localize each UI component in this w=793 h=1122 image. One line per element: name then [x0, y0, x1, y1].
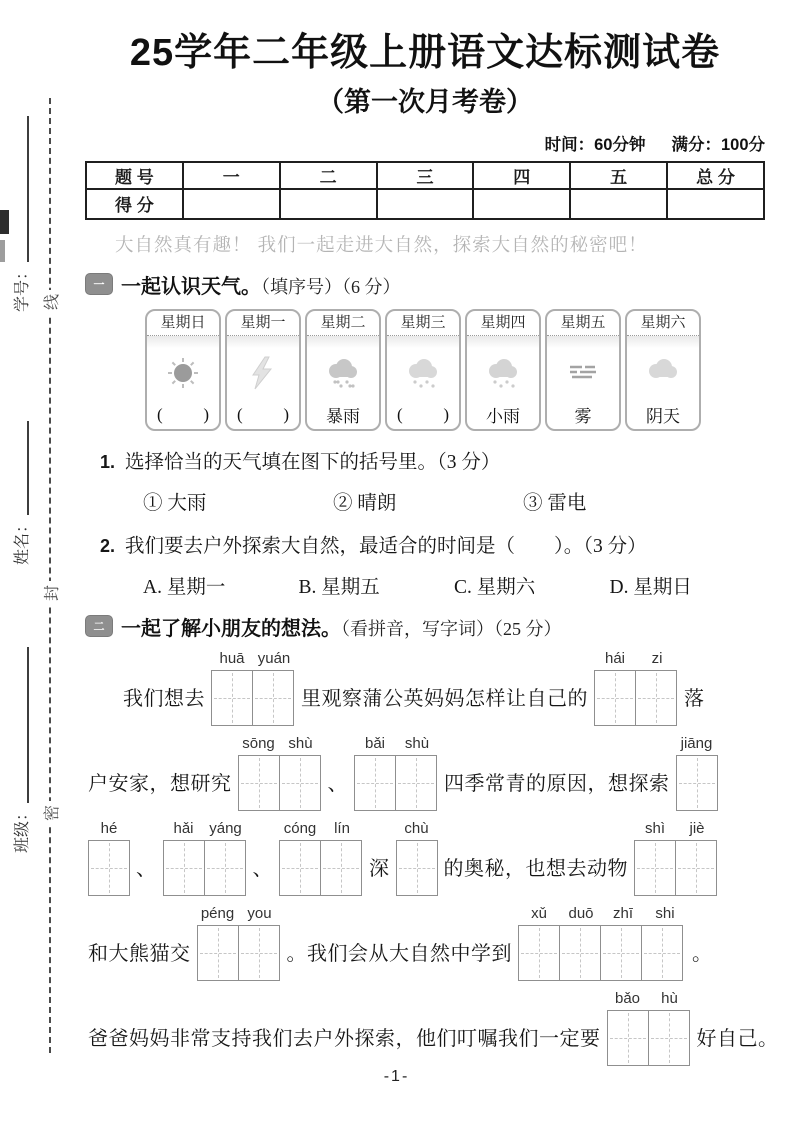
writing-cell: [594, 670, 636, 726]
section1-marker-icon: 一: [85, 273, 113, 295]
weather-card-header-fade: [307, 336, 379, 348]
section2-note: （看拼音，写字词）（25 分）: [341, 618, 562, 639]
pinyin-syllable: jiè: [689, 819, 705, 837]
weather-card: [465, 309, 541, 431]
pinyin-syllable: huā: [219, 649, 245, 667]
writing-cells-row: [676, 755, 718, 811]
seal-dashed-line: [49, 98, 51, 1053]
pinyin-writing-lines: [85, 649, 779, 1066]
sentence-text: 、: [136, 857, 157, 880]
weather-card-header-fade: [547, 336, 619, 348]
writing-cell: [320, 840, 362, 896]
weather-card-header-fade: [387, 336, 459, 348]
pinyin-box-group: [211, 650, 295, 726]
pinyin-syllable: hǎi: [173, 819, 194, 837]
section1-note: （填序号）（6 分）: [261, 276, 401, 297]
sentence-text: 爸爸妈妈非常支持我们去户外探索，他们叮嘱我们一定要: [88, 1027, 601, 1050]
weather-card-day: 星期一: [227, 311, 299, 336]
question-1-text: 选择恰当的天气填在图下的括号里。（3 分）: [125, 451, 501, 473]
weather-card-day: 星期五: [547, 311, 619, 336]
weather-label: 小雨: [486, 407, 520, 426]
score-row-label: 得 分: [86, 189, 183, 219]
score-table-header-cell: 题 号: [86, 162, 183, 189]
question-2-option: A. 星期一: [143, 576, 226, 598]
student-name-blank-line: [27, 421, 29, 515]
writing-cells-row: [607, 1010, 691, 1066]
writing-cells-row: [634, 840, 718, 896]
heavy-rain-icon: [307, 348, 379, 401]
page-subtitle: （第一次月考卷）: [317, 86, 533, 117]
answer-paren: ): [203, 404, 209, 424]
writing-cell: [279, 755, 321, 811]
answer-paren: (: [237, 404, 243, 424]
pinyin-syllable: hé: [100, 819, 118, 837]
answer-paren: ): [443, 404, 449, 424]
exam-info-line: [85, 131, 765, 155]
writing-cells-row: [354, 755, 438, 811]
pinyin-syllable: shi: [655, 904, 675, 922]
writing-cells-row: [211, 670, 295, 726]
writing-cell: [197, 925, 239, 981]
seal-char-xian: 线: [39, 290, 61, 314]
light-rain-icon: [467, 348, 539, 401]
pinyin-row: [634, 820, 718, 840]
scan-artifact-dark: [0, 210, 9, 234]
question-1-option: ① 大雨: [143, 492, 207, 514]
writing-cells-row: [396, 840, 438, 896]
pinyin-syllable: you: [247, 904, 272, 922]
writing-cell: [600, 925, 642, 981]
pinyin-box-group: [163, 820, 247, 896]
pinyin-line: [85, 735, 765, 811]
pinyin-row: [607, 990, 691, 1010]
pinyin-line: [85, 820, 765, 896]
main-content: [85, 0, 779, 1066]
pinyin-syllable: hái: [604, 649, 626, 667]
pinyin-box-group: [594, 650, 678, 726]
pinyin-row: [676, 735, 718, 755]
pinyin-syllable: yuán: [257, 649, 291, 667]
pinyin-syllable: sōng: [242, 734, 275, 752]
score-cell: [377, 189, 474, 219]
pinyin-syllable: chù: [404, 819, 429, 837]
seal-char-feng: 封: [39, 581, 61, 605]
question-1-option: ③ 雷电: [523, 492, 587, 514]
weather-card-day: 星期二: [307, 311, 379, 336]
student-id-field: [10, 116, 32, 312]
question-2-option: C. 星期六: [454, 576, 536, 598]
writing-cell: [211, 670, 253, 726]
weather-card-day: 星期六: [627, 311, 699, 336]
writing-cell: [396, 840, 438, 896]
weather-card-header-fade: [467, 336, 539, 348]
student-name-label: 姓名：: [14, 516, 31, 565]
class-field: [10, 647, 32, 853]
weather-card-header-fade: [147, 336, 219, 348]
answer-paren: (: [397, 404, 403, 424]
writing-cell: [204, 840, 246, 896]
weather-card: [145, 309, 221, 431]
writing-cells-row: [238, 755, 322, 811]
pinyin-row: [518, 905, 686, 925]
pinyin-row: [354, 735, 438, 755]
writing-cell: [252, 670, 294, 726]
student-name-field: [10, 421, 32, 565]
score-table-header-cell: 二: [280, 162, 377, 189]
pinyin-row: [238, 735, 322, 755]
pinyin-syllable: zhī: [612, 904, 633, 922]
pinyin-syllable: shù: [288, 734, 313, 752]
weather-label: 阴天: [646, 407, 680, 426]
answer-paren: (: [157, 404, 163, 424]
writing-cell: [648, 1010, 690, 1066]
writing-cell: [518, 925, 560, 981]
writing-cell: [676, 755, 718, 811]
pinyin-box-group: [279, 820, 363, 896]
weather-card: [305, 309, 381, 431]
pinyin-row: [279, 820, 363, 840]
question-1-option: ② 晴朗: [333, 492, 397, 514]
score-table: [85, 161, 765, 220]
weather-card-header-fade: [627, 336, 699, 348]
pinyin-box-group: [518, 905, 686, 981]
pinyin-box-group: [88, 820, 130, 896]
pinyin-syllable: duō: [568, 904, 594, 922]
sentence-text: 、: [327, 772, 348, 795]
sentence-text: 好自己。: [696, 1027, 779, 1050]
score-table-header-cell: 总 分: [667, 162, 764, 189]
question-2-option: D. 星期日: [609, 576, 692, 598]
rain-icon: [387, 348, 459, 401]
pinyin-row: [88, 820, 130, 840]
writing-cell: [279, 840, 321, 896]
pinyin-syllable: xǔ: [531, 904, 547, 922]
cloudy-icon: [627, 348, 699, 401]
section2-title: 一起了解小朋友的想法。（看拼音，写字词）（25 分）: [121, 617, 562, 640]
pinyin-row: [211, 650, 295, 670]
class-blank-line: [27, 647, 29, 803]
pinyin-syllable: péng: [200, 904, 235, 922]
pinyin-box-group: [634, 820, 718, 896]
sentence-text: 里观察蒲公英妈妈怎样让自己的: [301, 687, 588, 710]
weather-card-day: 星期三: [387, 311, 459, 336]
seal-char-mi: 密: [39, 801, 61, 825]
pinyin-syllable: lín: [334, 819, 350, 837]
sentence-text: 我们想去: [123, 687, 205, 710]
writing-cells-row: [88, 840, 130, 896]
question-1-number: 1.: [100, 451, 116, 472]
sentence-text: 深: [369, 857, 390, 880]
intro-text: 大自然真有趣！ 我们一起走进大自然，探索大自然的秘密吧！: [115, 233, 648, 255]
writing-cell: [395, 755, 437, 811]
score-table-header-cell: 一: [183, 162, 280, 189]
pinyin-line: [85, 650, 765, 726]
writing-cells-row: [197, 925, 281, 981]
sentence-text: 的奥秘，也想去动物: [443, 857, 628, 880]
pinyin-box-group: [238, 735, 322, 811]
weather-cards-row: [145, 309, 765, 431]
weather-card: [625, 309, 701, 431]
weather-label: 暴雨: [326, 407, 360, 426]
pinyin-box-group: [396, 820, 438, 896]
student-id-label: 学号：: [14, 263, 31, 312]
page-number: -1-: [383, 1068, 410, 1085]
score-cell: [570, 189, 667, 219]
pinyin-box-group: [676, 735, 718, 811]
weather-card: [385, 309, 461, 431]
question-1-options: [143, 487, 765, 515]
pinyin-box-group: [354, 735, 438, 811]
scan-artifact-gray: [0, 240, 5, 262]
score-table-header-cell: 三: [377, 162, 474, 189]
writing-cell: [635, 670, 677, 726]
pinyin-box-group: [197, 905, 281, 981]
question-2: [100, 530, 765, 558]
writing-cell: [559, 925, 601, 981]
pinyin-line: [85, 989, 779, 1066]
pinyin-syllable: bǎi: [364, 734, 386, 752]
writing-cell: [238, 755, 280, 811]
pinyin-syllable: yáng: [209, 819, 242, 837]
section2-header: [85, 612, 765, 641]
sentence-text: 和大熊猫交: [88, 942, 191, 965]
section1-header: [85, 270, 765, 299]
full-score: 满分：100分: [671, 135, 765, 154]
section2-marker-icon: 二: [85, 615, 113, 637]
pinyin-syllable: jiāng: [680, 734, 713, 752]
writing-cell: [354, 755, 396, 811]
answer-blank: [387, 401, 459, 429]
sentence-text: 户安家，想研究: [88, 772, 232, 795]
sentence-text: 落: [684, 687, 705, 710]
weather-card-day: 星期四: [467, 311, 539, 336]
question-1: [100, 446, 765, 474]
writing-cell: [675, 840, 717, 896]
pinyin-row: [163, 820, 247, 840]
pinyin-syllable: zi: [651, 649, 663, 667]
weather-card-header-fade: [227, 336, 299, 348]
sentence-text: 四季常青的原因，想探索: [444, 772, 670, 795]
weather-card: [225, 309, 301, 431]
pinyin-syllable: shì: [644, 819, 665, 837]
fog-icon: [547, 348, 619, 401]
weather-card-day: 星期日: [147, 311, 219, 336]
writing-cell: [88, 840, 130, 896]
question-2-option: B. 星期五: [298, 576, 380, 598]
score-cell: [183, 189, 280, 219]
weather-card: [545, 309, 621, 431]
answer-paren: ): [283, 404, 289, 424]
page-title: 25学年二年级上册语文达标测试卷: [129, 32, 721, 74]
sun-icon: [147, 348, 219, 401]
score-cell: [667, 189, 764, 219]
sentence-text: 。: [692, 942, 713, 965]
weather-label: 雾: [574, 407, 592, 426]
lightning-icon: [227, 348, 299, 401]
score-table-header-cell: 四: [473, 162, 570, 189]
writing-cell: [641, 925, 683, 981]
score-table-header-cell: 五: [570, 162, 667, 189]
sentence-text: 。我们会从大自然中学到: [286, 942, 512, 965]
pinyin-row: [594, 650, 678, 670]
pinyin-row: [396, 820, 438, 840]
score-cell: [280, 189, 377, 219]
writing-cells-row: [163, 840, 247, 896]
question-2-text: 我们要去户外探索大自然，最适合的时间是（ ）。（3 分）: [125, 535, 647, 557]
score-cell: [473, 189, 570, 219]
question-2-number: 2.: [100, 535, 116, 556]
pinyin-syllable: hù: [661, 989, 678, 1007]
writing-cells-row: [594, 670, 678, 726]
section1-questions: [85, 446, 765, 599]
class-label: 班级：: [14, 804, 31, 853]
writing-cells-row: [518, 925, 686, 981]
writing-cell: [238, 925, 280, 981]
writing-cell: [634, 840, 676, 896]
question-2-options: [143, 571, 765, 599]
time-limit: 时间：60分钟: [544, 135, 646, 154]
student-id-blank-line: [27, 116, 29, 262]
pinyin-syllable: cóng: [283, 819, 317, 837]
pinyin-box-group: [607, 990, 691, 1066]
section1-title: 一起认识天气。（填序号）（6 分）: [121, 275, 401, 298]
writing-cell: [163, 840, 205, 896]
writing-cells-row: [279, 840, 363, 896]
pinyin-syllable: bǎo: [614, 989, 641, 1007]
answer-blank: [147, 401, 219, 429]
writing-cell: [607, 1010, 649, 1066]
sentence-text: 、: [252, 857, 273, 880]
pinyin-syllable: shù: [404, 734, 430, 752]
answer-blank: [227, 401, 299, 429]
pinyin-line: [85, 905, 765, 981]
pinyin-row: [197, 905, 281, 925]
